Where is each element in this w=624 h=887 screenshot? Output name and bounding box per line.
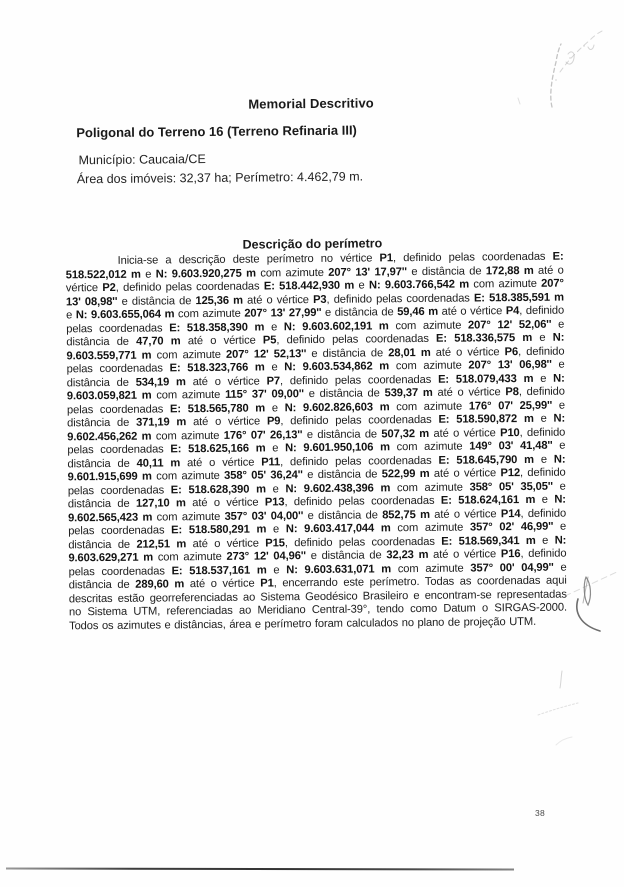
handwriting-mark-right-middle	[565, 571, 619, 631]
document-title: Memorial Descritivo	[248, 95, 374, 112]
municipality-line: Município: Caucaia/CE	[78, 152, 206, 168]
scan-edge-line	[6, 867, 514, 870]
area-perimeter-line: Área dos imóveis: 32,37 ha; Perímetro: 4.462,79 m.	[76, 169, 364, 187]
section-title: Descrição do perímetro	[242, 236, 383, 252]
page-number: 38	[535, 808, 546, 818]
perimeter-paragraph: Inicia-se a descrição deste perímetro no vértice P1, definido pelas coordenadas E: 518.522,012 m e N: 9.603.920,275 m com azimute 207° 13' 17,97'' e distância de 172,88 m até o vértice P2, definido pelas coordenadas E: 518.442,930 m e N: 9.603.766,542 m com azimute 207° 13' 08,98'' e distância de 125,36 m até o vértice P3, definido pelas coordenadas E: 518.385,591 m e N: 9.603.655,064 m com azimute 207° 13' 27,99'' e distância de 59,46 m até o vértice P4, definido pelas coordenadas E: 518.358,390 m e N: 9.603.602,191 m com azimute 207° 12' 52,06'' e distância de 47,70 m até o vértice P5, definido pelas coordenadas E: 518.336,575 m e N: 9.603.559,771 m com azimute 207° 12' 52,13'' e distância de 28,01 m até o vértice P6, definido pelas coordenadas E: 518.323,766 m e N: 9.603.534,862 m com azimute 207° 13' 06,98'' e distância de 534,19 m até o vértice P7, definido pelas coordenadas E: 518.079,433 m e N: 9.603.059,821 m com azimute 115° 37' 09,00'' e distância de 539,37 m até o vértice P8, definido pelas coordenadas E: 518.565,780 m e N: 9.602.826,603 m com azimute 176° 07' 25,99'' e distância de 371,19 m até o vértice P9, definido pelas coordenadas E: 518.590,872 m e N: 9.602.456,262 m com azimute 176° 07' 26,13'' e distância de 507,32 m até o vértice P10, definido pelas coordenadas E: 518.625,166 m e N: 9.601.950,106 m com azimute 149° 03' 41,48'' e distância de 40,11 m até o vértice P11, definido pelas coordenadas E: 518.645,790 m e N: 9.601.915,699 m com azimute 358° 05' 36,24'' e distância de 522,99 m até o vértice P12, definido pelas coordenadas E: 518.628,390 m e N: 9.602.438,396 m com azimute 358° 05' 35,05'' e distância de 127,10 m até o vértice P13, definido pelas coordenadas E: 518.624,161 m e N: 9.602.565,423 m com azimute 357° 03' 04,00'' e distância de 852,75 m até o vértice P14, definido pelas coordenadas E: 518.580,291 m e N: 9.603.417,044 m com azimute 357° 02' 46,99'' e distância de 212,51 m até o vértice P15, definido pelas coordenadas E: 518.569,341 m e N: 9.603.629,271 m com azimute 273° 12' 04,96'' e distância de 32,23 m até o vértice P16, definido pelas coordenadas E: 518.537,161 m e N: 9.603.631,071 m com azimute 357° 00' 04,99'' e distância de 289,60 m até o vértice P1, encerrando este perímetro. Todas as coordenadas aqui descritas estão georreferenciadas ao Sistema Geodésico Brasileiro e encontram-se representadas no Sistema UTM, referenciadas ao Meridiano Central-39°, tendo como Datum o SIRGAS-2000. Todos os azimutes e distâncias, área e perímetro foram calculados no plano de projeção UTM.	[65, 250, 567, 632]
document-subtitle: Poligonal do Terreno 16 (Terreno Refinaria III)	[76, 122, 357, 141]
document-content	[58, 94, 571, 799]
